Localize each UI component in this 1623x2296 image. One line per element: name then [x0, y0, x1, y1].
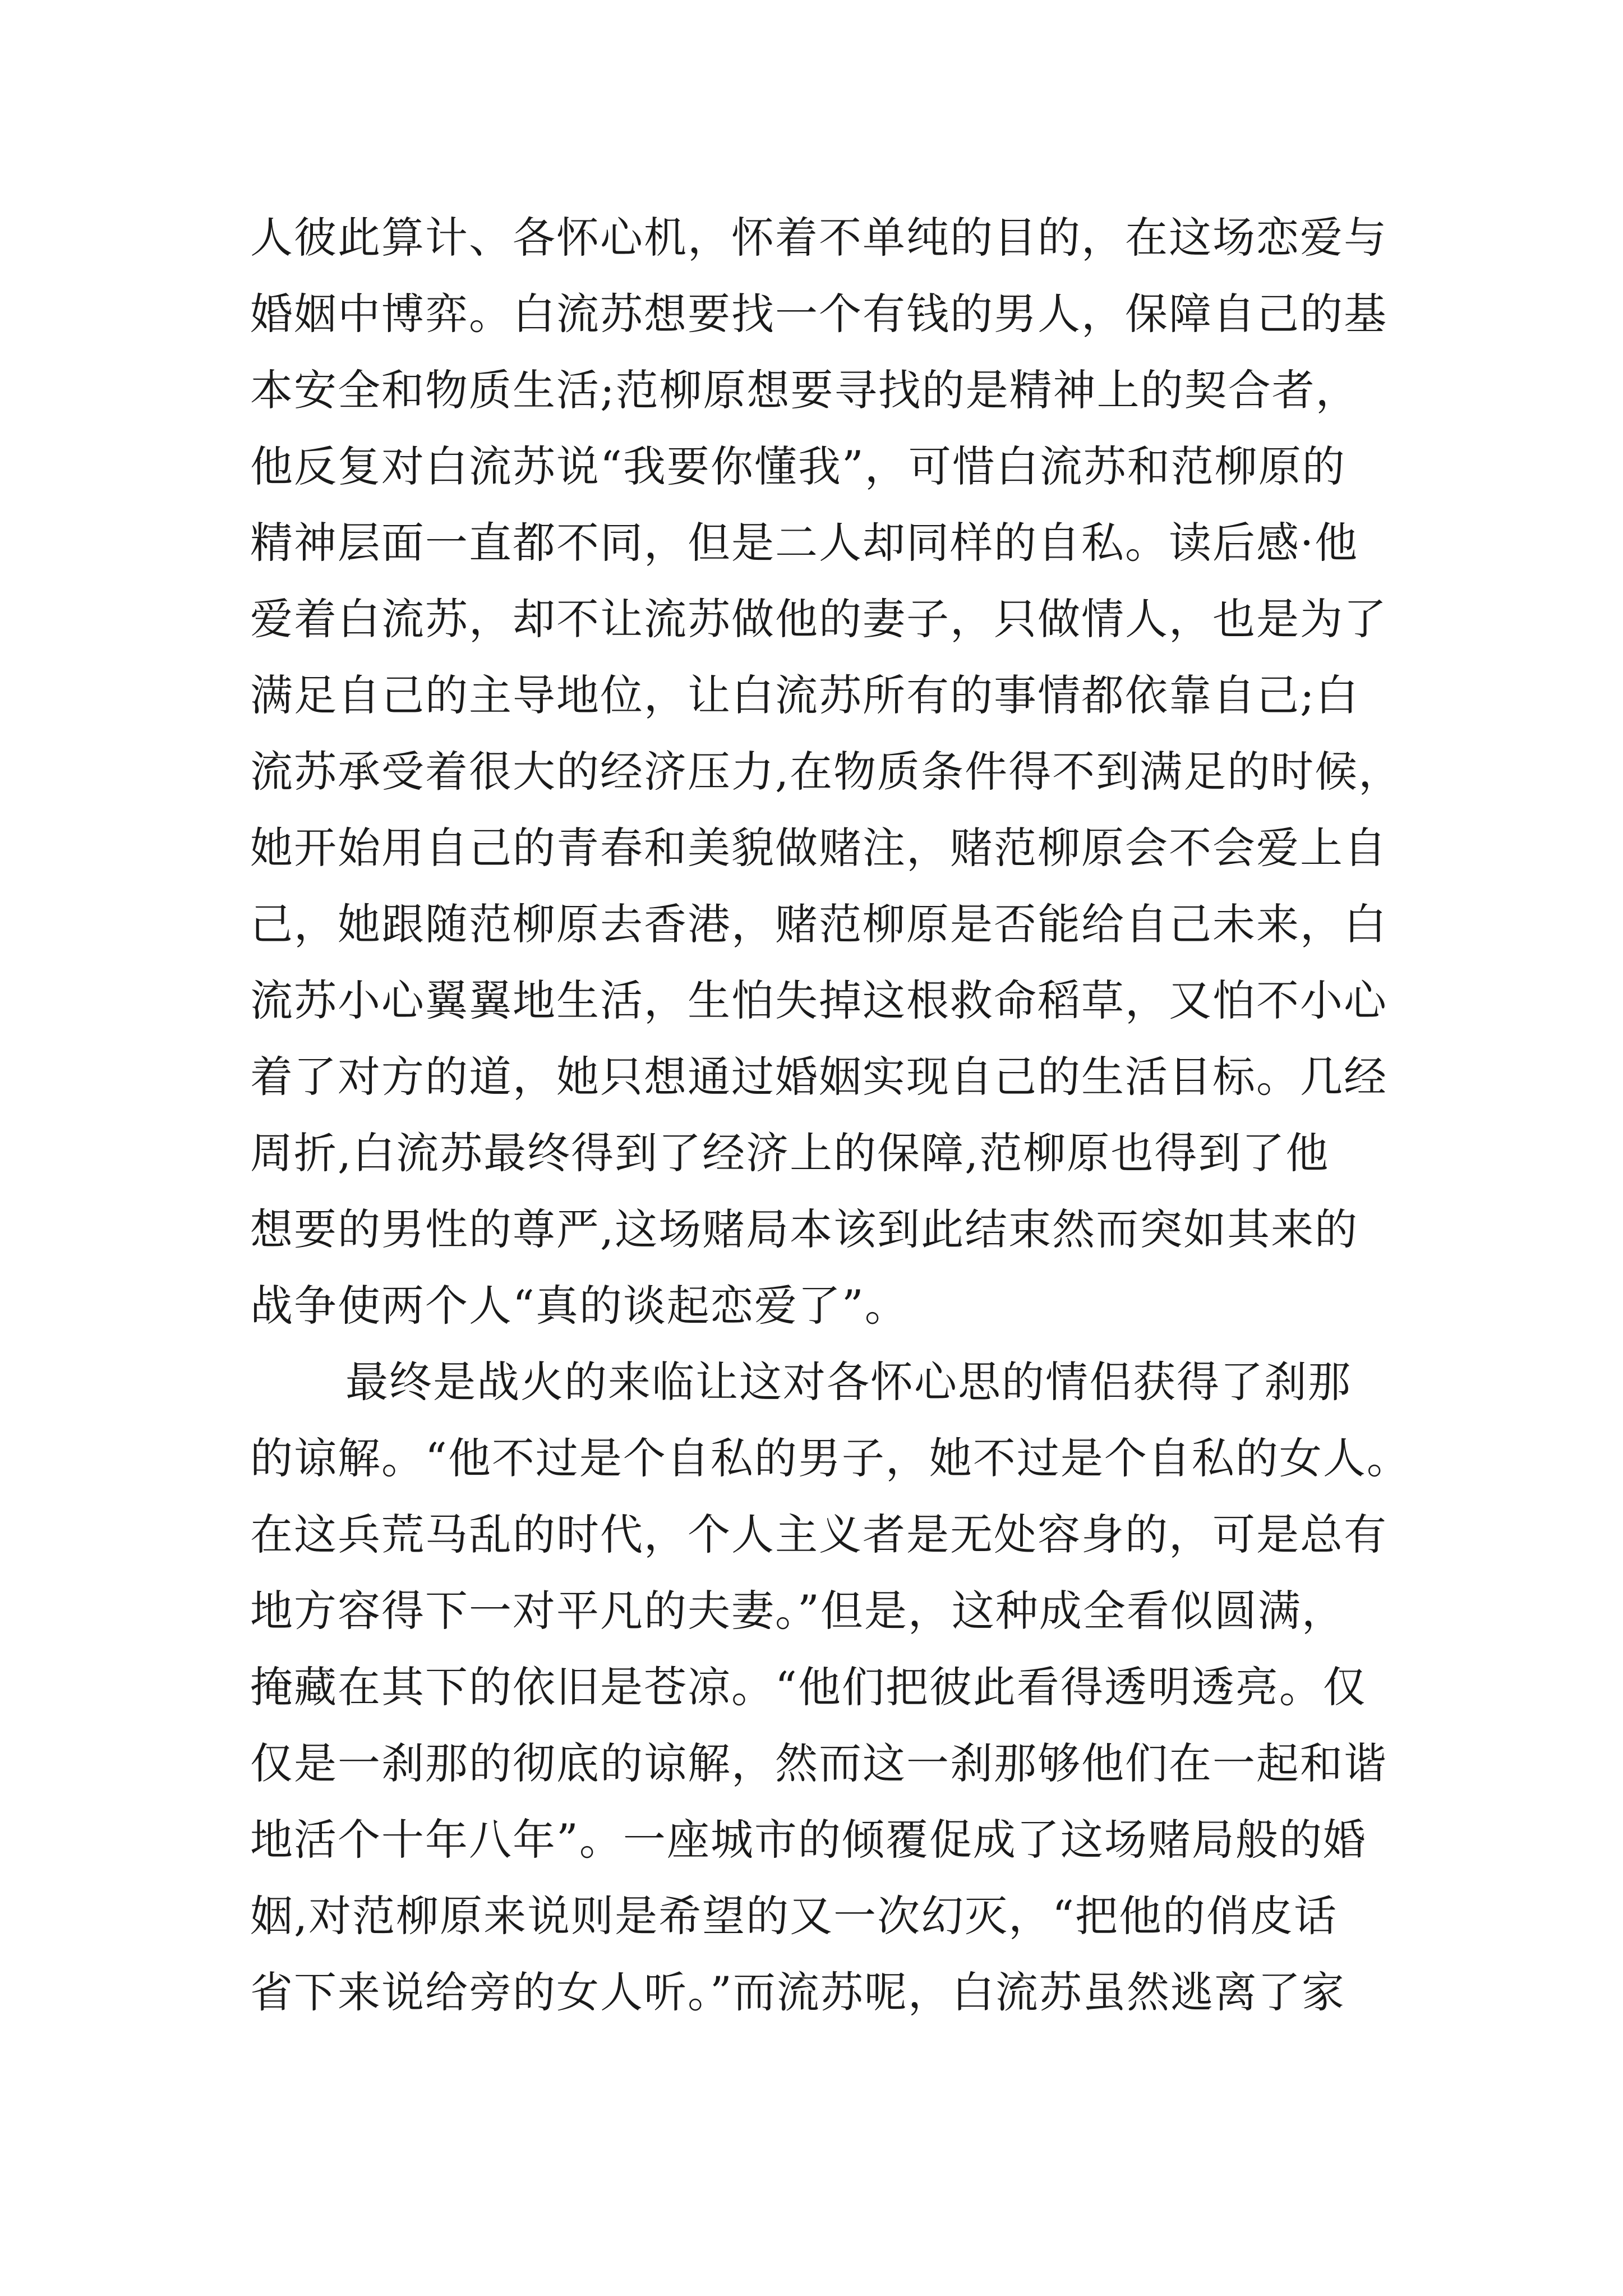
- text-line: 着了对方的道，她只想通过婚姻实现自己的生活目标。几经: [250, 1052, 1387, 1102]
- text-line: 周折,白流苏最终得到了经济上的保障,范柳原也得到了他: [250, 1128, 1330, 1178]
- text-line: 地方容得下一对平凡的夫妻。”但是，这种成全看似圆满，: [250, 1586, 1345, 1636]
- text-line: 地活个十年八年”。一座城市的倾覆促成了这场赌局般的婚: [250, 1815, 1367, 1865]
- paragraph-2: [250, 1344, 1433, 2031]
- document-body: [250, 200, 1433, 2031]
- text-line: 精神层面一直都不同，但是二人却同样的自私。读后感·他: [250, 518, 1359, 568]
- text-line: 姻,对范柳原来说则是希望的又一次幻灭，“把他的俏皮话: [250, 1891, 1338, 1941]
- text-line: 婚姻中博弈。白流苏想要找一个有钱的男人，保障自己的基: [250, 289, 1387, 339]
- text-line: 流苏小心翼翼地生活，生怕失掉这根救命稻草，又怕不小心: [250, 976, 1387, 1025]
- text-line: 爱着白流苏，却不让流苏做他的妻子，只做情人，也是为了: [250, 594, 1387, 644]
- paragraph-1: [250, 200, 1433, 1344]
- text-line: 人彼此算计、各怀心机，怀着不单纯的目的，在这场恋爱与: [250, 213, 1387, 263]
- text-line: 满足自己的主导地位，让白流苏所有的事情都依靠自己;白: [250, 670, 1359, 720]
- text-line: 流苏承受着很大的经济压力,在物质条件得不到满足的时候，: [250, 747, 1403, 797]
- text-line: 的谅解。“他不过是个自私的男子，她不过是个自私的女人。: [250, 1433, 1410, 1483]
- text-line: 最终是战火的来临让这对各怀心思的情侣获得了刹那: [345, 1357, 1352, 1407]
- text-line: 战争使两个人“真的谈起恋爱了”。: [250, 1281, 909, 1331]
- text-line: 她开始用自己的青春和美貌做赌注，赌范柳原会不会爱上自: [250, 823, 1387, 873]
- text-line: 省下来说给旁的女人听。”而流苏呢，白流苏虽然逃离了家: [250, 1967, 1345, 2017]
- text-line: 己，她跟随范柳原去香港，赌范柳原是否能给自己未来，白: [250, 899, 1387, 949]
- text-line: 他反复对白流苏说“我要你懂我”，可惜白流苏和范柳原的: [250, 441, 1346, 491]
- text-line: 仅是一刹那的彻底的谅解，然而这一刹那够他们在一起和谐: [250, 1738, 1387, 1788]
- text-line: 想要的男性的尊严,这场赌局本该到此结束然而突如其来的: [250, 1204, 1359, 1254]
- text-line: 在这兵荒马乱的时代，个人主义者是无处容身的，可是总有: [250, 1510, 1387, 1559]
- text-line: 本安全和物质生活;范柳原想要寻找的是精神上的契合者，: [250, 365, 1359, 415]
- text-line: 掩藏在其下的依旧是苍凉。“他们把彼此看得透明透亮。仅: [250, 1662, 1367, 1712]
